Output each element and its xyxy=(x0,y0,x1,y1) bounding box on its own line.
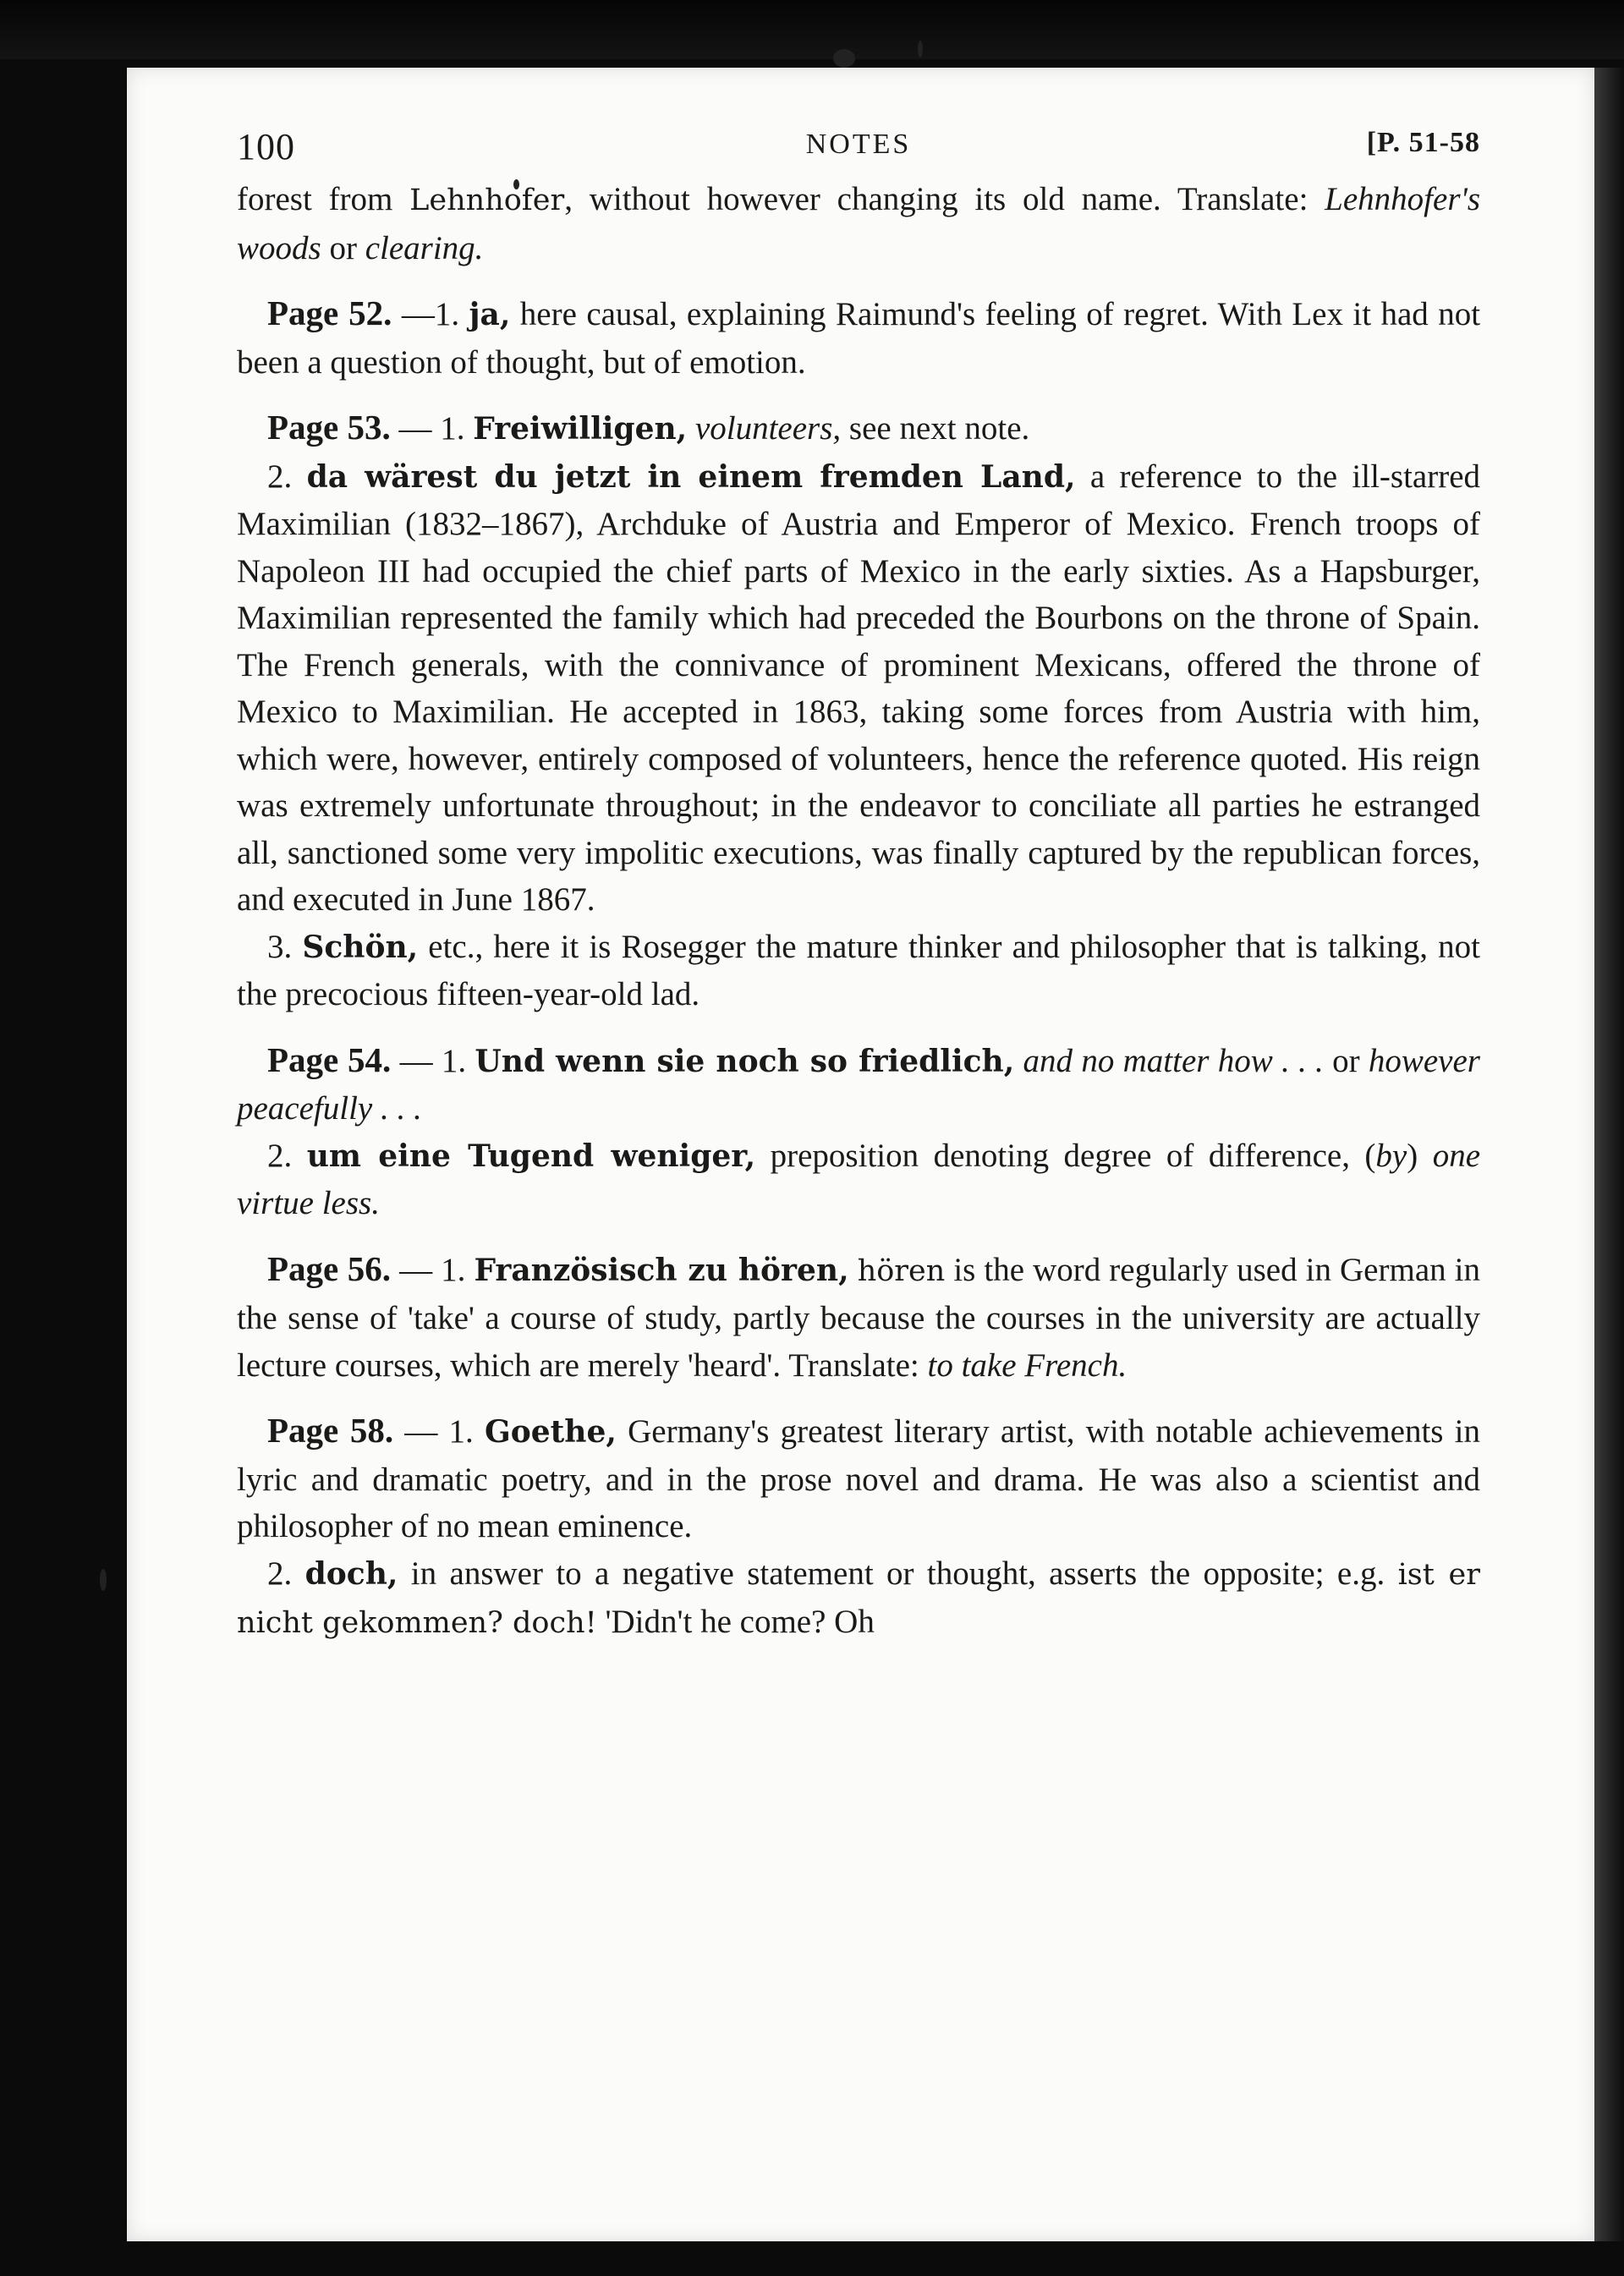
italic-translation: however peacefully . . . xyxy=(237,1042,1480,1127)
text-run: ) xyxy=(1407,1137,1433,1174)
blackletter-term: um eine Tugend weniger, xyxy=(306,1138,756,1174)
notes-body xyxy=(237,176,1480,1648)
note-page-53-1 xyxy=(237,404,1480,453)
blackletter-example: ist er nicht gekommen? doch! xyxy=(237,1557,1481,1640)
italic-translation: clearing. xyxy=(365,229,484,266)
blackletter-term: ja, xyxy=(469,297,511,332)
blackletter-term: Goethe, xyxy=(485,1414,617,1450)
italic-translation: Lehnhofer's woods xyxy=(237,181,1481,266)
note-page-58-2 xyxy=(237,1550,1480,1648)
note-number: — 1. xyxy=(404,1413,474,1450)
blackletter-word: hören xyxy=(857,1253,946,1288)
text-run: , without however changing its old name. Translate: xyxy=(564,181,1325,217)
page-label: Page 58. xyxy=(267,1411,394,1450)
page-label: Page 52. xyxy=(267,293,392,332)
note-number: 2. xyxy=(267,1137,293,1174)
page-range: [P. 51-58 xyxy=(1366,127,1480,158)
blackletter-term: Lehnhofer xyxy=(409,184,565,217)
note-text: here causal, explaining Raimund's feeling of regret. With Lex it had not been a question of thought, but of emotion. xyxy=(237,296,1481,381)
italic-translation: and no matter how . . . xyxy=(1023,1042,1324,1079)
note-page-54-1 xyxy=(237,1037,1480,1133)
text-run: or xyxy=(321,229,365,266)
running-header xyxy=(237,125,1480,176)
text-run: or xyxy=(1323,1042,1369,1079)
blackletter-term: Freiwilligen, xyxy=(473,411,688,447)
note-text: see next note. xyxy=(841,410,1030,447)
scan-border xyxy=(0,0,1624,59)
note-number: 3. xyxy=(267,928,293,965)
note-page-56 xyxy=(237,1246,1480,1390)
note-text: in answer to a negative statement or thought, asserts the opposite; e.g. xyxy=(398,1555,1398,1592)
blackletter-term: da wärest du jetzt in einem fremden Land, xyxy=(306,458,1076,495)
note-text: Germany's greatest literary artist, with notable achievements in lyric and dramatic poetry, and in the prose novel and drama. He was also a scientist and philosopher of no mean eminence. xyxy=(237,1413,1481,1544)
note-page-58-1 xyxy=(237,1407,1480,1550)
scan-speck xyxy=(918,41,923,58)
text-run: forest from xyxy=(237,181,410,217)
scan-speck xyxy=(100,1569,107,1591)
italic-word: by xyxy=(1375,1137,1407,1174)
note-number: — 1. xyxy=(398,410,465,447)
note-page-53-3 xyxy=(237,924,1480,1018)
page-label: Page 54. xyxy=(267,1039,392,1079)
scan-speck xyxy=(833,49,855,68)
running-title: NOTES xyxy=(805,129,912,160)
note-number: 2. xyxy=(267,458,293,495)
note-number: — 1. xyxy=(399,1251,466,1288)
text-run: 'Didn't he come? Oh xyxy=(596,1604,875,1640)
note-text: is the word regularly used in German in the sense of 'take' a course of study, partly because the courses in the university are actually lecture courses, which are merely 'heard'. Translate: xyxy=(237,1251,1481,1384)
italic-translation: volunteers, xyxy=(694,410,842,447)
note-page-54-2 xyxy=(237,1133,1480,1227)
page-label: Page 53. xyxy=(267,408,391,447)
note-text: a reference to the ill-starred Maximilian (1832–1867), Archduke of Austria and Emperor of Mexico. French troops of Napoleon III had occupied the chief parts of Mexico in the early sixties. As a Hapsburger, Maximilian represented the family which had preceded the Bourbons on the throne of Spain. The French generals, with the connivance of prominent Mexicans, offered the throne of Mexico to Maximilian. He accepted in 1863, taking some forces from Austria with him, which were, however, entirely composed of volunteers, hence the reference quoted. His reign was extremely unfortunate throughout; in the endeavor to conciliate all parties he estranged all, sanctioned some very impolitic executions, was finally captured by the republican forces, and executed in June 1867. xyxy=(237,458,1481,918)
blackletter-term: doch, xyxy=(304,1555,398,1592)
page-number: 100 xyxy=(237,126,295,167)
blackletter-term: Schön, xyxy=(302,929,419,965)
blackletter-term: Französisch zu hören, xyxy=(474,1252,849,1288)
italic-translation: to take French. xyxy=(927,1346,1127,1384)
note-page-53-2 xyxy=(237,453,1480,924)
note-page-52 xyxy=(237,290,1480,386)
page-label: Page 56. xyxy=(267,1248,392,1288)
blackletter-term: Und wenn sie noch so friedlich, xyxy=(475,1043,1015,1079)
continuation-paragraph xyxy=(237,176,1480,271)
italic-translation: one virtue less. xyxy=(237,1137,1480,1221)
note-text: preposition denoting degree of difference, ( xyxy=(755,1137,1376,1174)
note-number: 2. xyxy=(267,1555,293,1592)
note-number: —1. xyxy=(401,296,460,332)
note-text: etc., here it is Rosegger the mature thinker and philosopher that is talking, not the precocious fifteen-year-old lad. xyxy=(237,928,1480,1012)
note-number: — 1. xyxy=(399,1042,467,1079)
page-edge-shadow xyxy=(1594,68,1624,2241)
